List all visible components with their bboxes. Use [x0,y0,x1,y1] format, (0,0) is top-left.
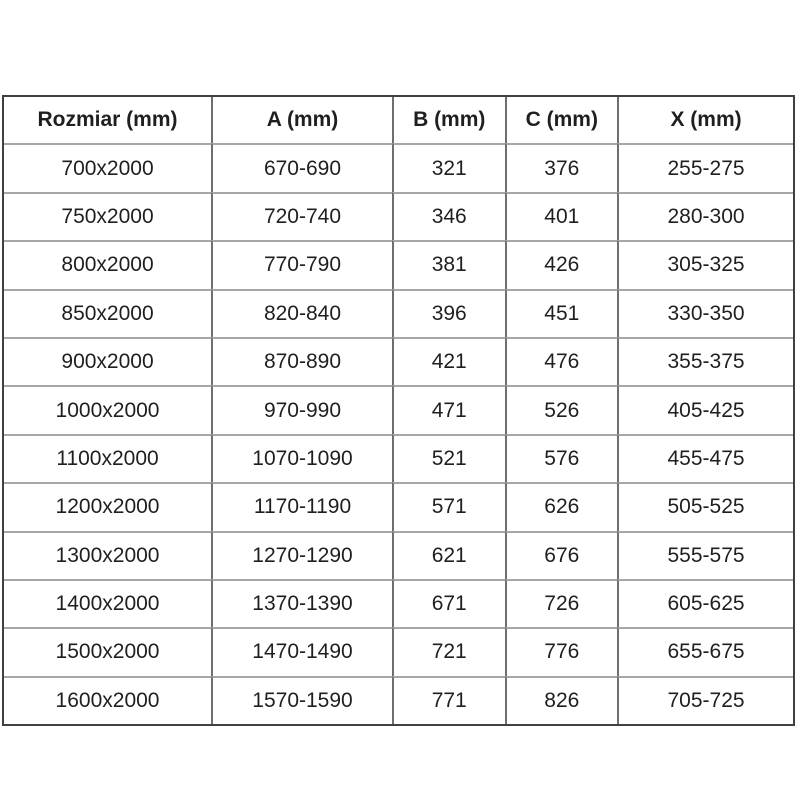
x-cell: 355-375 [617,337,793,385]
a-cell: 1170-1190 [211,482,392,530]
x-cell: 605-625 [617,579,793,627]
b-cell: 381 [392,240,505,288]
a-cell: 1270-1290 [211,531,392,579]
table-row [4,240,793,288]
c-cell: 826 [505,676,618,724]
a-cell: 870-890 [211,337,392,385]
b-cell: 671 [392,579,505,627]
table-row [4,337,793,385]
x-cell: 255-275 [617,143,793,191]
b-cell: 721 [392,627,505,675]
b-cell: 571 [392,482,505,530]
size-cell: 1200x2000 [4,482,211,530]
a-cell: 970-990 [211,385,392,433]
x-cell: 405-425 [617,385,793,433]
size-cell: 1100x2000 [4,434,211,482]
size-cell: 1500x2000 [4,627,211,675]
column-header-c: C (mm) [505,97,618,143]
b-cell: 521 [392,434,505,482]
size-cell: 750x2000 [4,192,211,240]
size-cell: 800x2000 [4,240,211,288]
dimensions-table [4,97,793,724]
x-cell: 455-475 [617,434,793,482]
a-cell: 670-690 [211,143,392,191]
x-cell: 305-325 [617,240,793,288]
a-cell: 1570-1590 [211,676,392,724]
x-cell: 555-575 [617,531,793,579]
table-row [4,627,793,675]
table-row [4,531,793,579]
a-cell: 1070-1090 [211,434,392,482]
table-row [4,289,793,337]
a-cell: 820-840 [211,289,392,337]
size-cell: 850x2000 [4,289,211,337]
header-row [4,97,793,143]
size-cell: 1000x2000 [4,385,211,433]
column-header-b: B (mm) [392,97,505,143]
a-cell: 770-790 [211,240,392,288]
c-cell: 426 [505,240,618,288]
x-cell: 330-350 [617,289,793,337]
table-row [4,676,793,724]
size-cell: 1400x2000 [4,579,211,627]
b-cell: 471 [392,385,505,433]
size-cell: 1300x2000 [4,531,211,579]
c-cell: 676 [505,531,618,579]
table-row [4,385,793,433]
b-cell: 621 [392,531,505,579]
table-row [4,482,793,530]
a-cell: 720-740 [211,192,392,240]
b-cell: 321 [392,143,505,191]
c-cell: 376 [505,143,618,191]
x-cell: 655-675 [617,627,793,675]
c-cell: 476 [505,337,618,385]
b-cell: 346 [392,192,505,240]
table-row [4,434,793,482]
size-cell: 1600x2000 [4,676,211,724]
table-row [4,143,793,191]
b-cell: 396 [392,289,505,337]
c-cell: 526 [505,385,618,433]
table-row [4,192,793,240]
column-header-a: A (mm) [211,97,392,143]
column-header-x: X (mm) [617,97,793,143]
b-cell: 421 [392,337,505,385]
x-cell: 280-300 [617,192,793,240]
c-cell: 776 [505,627,618,675]
b-cell: 771 [392,676,505,724]
x-cell: 705-725 [617,676,793,724]
x-cell: 505-525 [617,482,793,530]
c-cell: 626 [505,482,618,530]
size-cell: 900x2000 [4,337,211,385]
dimensions-table-frame [2,95,795,726]
table-row [4,579,793,627]
c-cell: 576 [505,434,618,482]
c-cell: 451 [505,289,618,337]
a-cell: 1470-1490 [211,627,392,675]
a-cell: 1370-1390 [211,579,392,627]
size-cell: 700x2000 [4,143,211,191]
c-cell: 726 [505,579,618,627]
c-cell: 401 [505,192,618,240]
column-header-rozmiar: Rozmiar (mm) [4,97,211,143]
